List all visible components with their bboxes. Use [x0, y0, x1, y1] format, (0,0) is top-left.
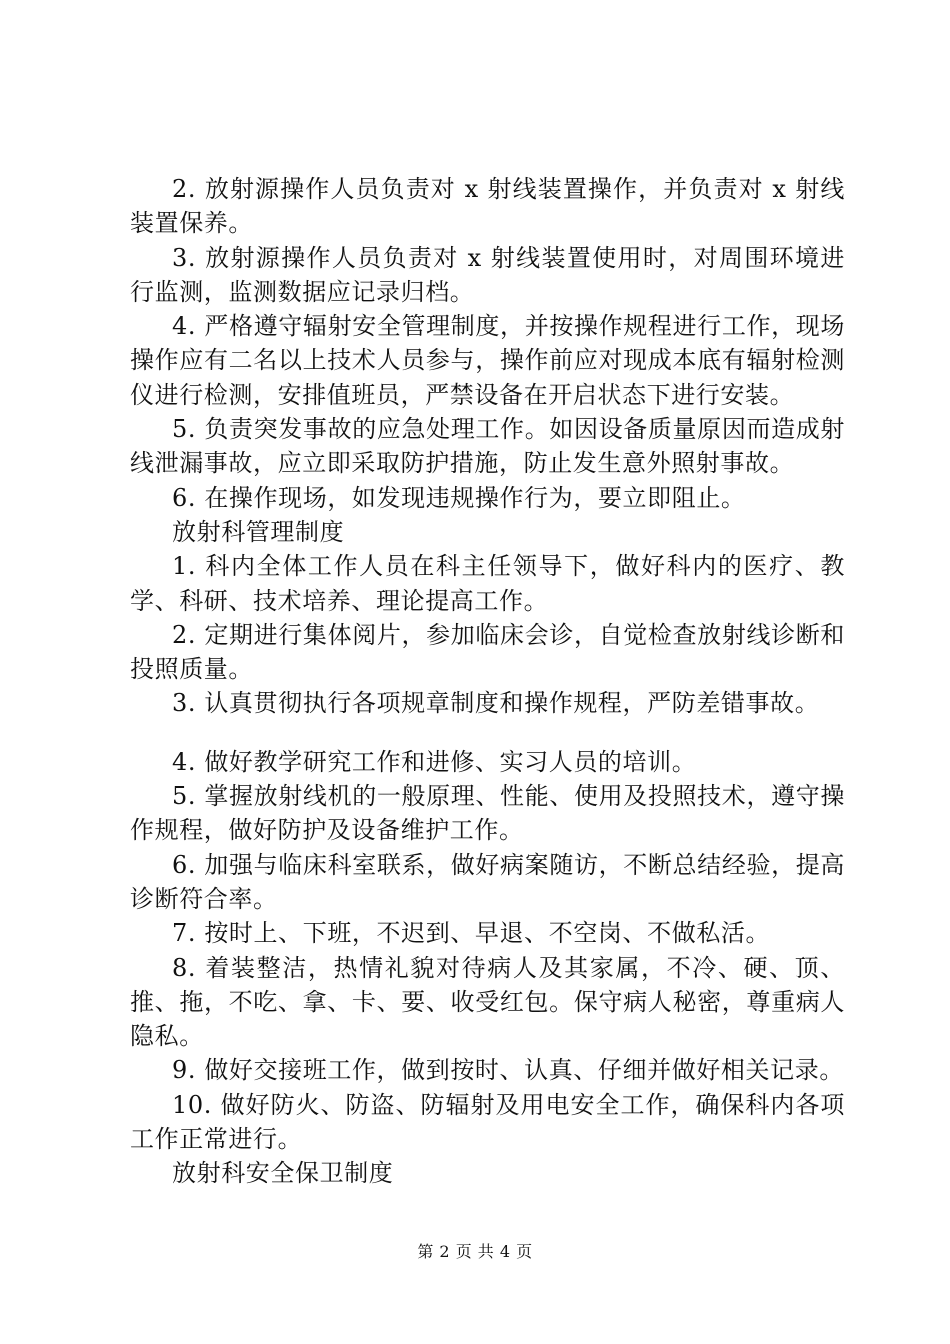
rule-item-3: 3. 认真贯彻执行各项规章制度和操作规程，严防差错事故。: [172, 689, 820, 718]
rule-item-6: 6. 加强与临床科室联系，做好病案随访，不断总结经验，提高诊断符合率。: [130, 850, 845, 913]
rule-item-8: 8. 着装整洁，热情礼貌对待病人及其家属，不冷、硬、顶、推、拖，不吃、拿、卡、要、收受红包。保守病人秘密，尊重病人隐私。: [130, 953, 845, 1051]
rule-item-10: 10. 做好防火、防盗、防辐射及用电安全工作，确保科内各项工作正常进行。: [130, 1090, 845, 1154]
rule-item-2: 2. 定期进行集体阅片，参加临床会诊，自觉检查放射线诊断和投照质量。: [130, 620, 845, 684]
paragraph-item-3: 3. 放射源操作人员负责对 x 射线装置使用时，对周围环境进行监测，监测数据应记录归档。: [130, 243, 845, 306]
document-body: [130, 172, 845, 1191]
paragraph-item-5: 5. 负责突发事故的应急处理工作。如因设备质量原因而造成射线泄漏事故，应立即采取防护措施，防止发生意外照射事故。: [130, 415, 845, 478]
paragraph-item-2: 2. 放射源操作人员负责对 x 射线装置操作，并负责对 x 射线装置保养。: [130, 175, 845, 238]
rule-item-4: 4. 做好教学研究工作和进修、实习人员的培训。: [172, 747, 697, 776]
paragraph-item-6: 6. 在操作现场，如发现违规操作行为，要立即阻止。: [172, 483, 746, 512]
page-number-footer: 第 2 页 共 4 页: [417, 1242, 533, 1261]
rule-item-9: 9. 做好交接班工作，做到按时、认真、仔细并做好相关记录。: [172, 1056, 844, 1085]
rule-item-1: 1. 科内全体工作人员在科主任领导下，做好科内的医疗、教学、科研、技术培养、理论提高工作。: [130, 552, 845, 615]
paragraph-item-4: 4. 严格遵守辐射安全管理制度，并按操作规程进行工作，现场操作应有二名以上技术人员参与，操作前应对现成本底有辐射检测仪进行检测，安排值班员，严禁设备在开启状态下进行安装。: [130, 312, 845, 409]
section-heading-security: 放射科安全保卫制度: [172, 1159, 394, 1188]
rule-item-7: 7. 按时上、下班，不迟到、早退、不空岗、不做私活。: [172, 919, 771, 948]
section-heading-management: 放射科管理制度: [172, 517, 345, 546]
rule-item-5: 5. 掌握放射线机的一般原理、性能、使用及投照技术，遵守操作规程，做好防护及设备维护工作。: [130, 782, 845, 845]
